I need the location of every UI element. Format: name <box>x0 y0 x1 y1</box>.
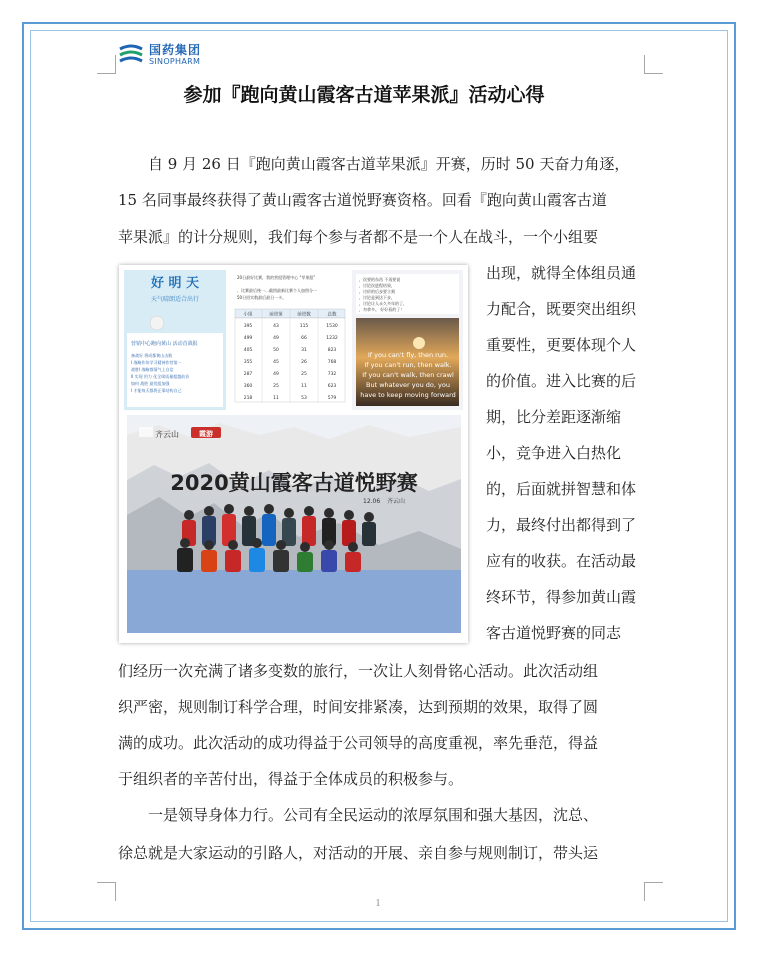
collage-svg <box>119 265 468 643</box>
event-photo-collage <box>119 265 468 643</box>
phone-post-line: I 才能每天都将正事结构自己 <box>131 388 182 393</box>
logo-chinese-name: 国药集团 <box>149 43 202 57</box>
table-cell: 26 <box>301 360 307 365</box>
crop-mark-top-left <box>97 55 116 74</box>
document-title: 参加『跑向黄山霞客古道苹果派』活动心得 <box>183 84 545 106</box>
sun-shape <box>413 337 425 349</box>
phone-post-line: 战胜I 战略都情气上自信 <box>131 367 174 372</box>
text-line: 一是领导身体力行。公司有全民运动的浓厚氛围和强大基因，沈总、 <box>148 806 599 824</box>
text-line: 力，最终付出都得到了 <box>486 516 637 534</box>
score-table-screenshot <box>234 270 346 410</box>
chat-line: ，讨论次进程结果， <box>359 283 395 288</box>
phone-post-line: II 实现 用力 化全球质量超越前首 <box>131 374 190 379</box>
table-cell: 45 <box>273 360 279 365</box>
table-cell: 405 <box>243 348 253 353</box>
ground <box>127 570 461 633</box>
phone-post-line: 如何 战胜 最优组加强 <box>131 381 170 386</box>
chat-line: ，讨论是到达下步， <box>359 295 395 300</box>
avatar <box>150 316 164 330</box>
table-cell: 49 <box>273 336 279 341</box>
score-table <box>235 309 345 402</box>
quote-line: have to keep moving forward <box>360 391 456 399</box>
text-line: 出现，就得全体组员通 <box>486 264 637 282</box>
table-cell: 623 <box>327 384 337 389</box>
text-line: 客古道悦野赛的同志 <box>486 624 622 642</box>
text-line: 们经历一次充满了诸多变数的旅行，一次让人刻骨铭心活动。此次活动组 <box>118 662 599 680</box>
table-header-cell: 总数 <box>327 312 337 318</box>
quote-line: But whatever you do, you <box>366 381 450 389</box>
text-line: 的价值。进入比赛的后 <box>486 372 637 390</box>
text-line: 小，竞争进入白热化 <box>486 444 622 462</box>
phone-subheading: 天气晴朗适合出行 <box>150 296 200 303</box>
text-line: 期，比分差距逐渐缩 <box>486 408 622 426</box>
note-line: 20日最好比赛，我的营组管理中心 “苹果派” <box>237 275 316 280</box>
banner-title: 2020黄山霞客古道悦野赛 <box>170 471 418 495</box>
text-line: 力配合，既要突出组织 <box>486 300 637 318</box>
table-cell: 11 <box>301 384 307 389</box>
table-cell: 50 <box>273 348 279 353</box>
chat-line: ，勿拿多。 好好看的了！ <box>359 307 405 312</box>
text-line: 满的成功。此次活动的成功得益于公司领导的高度重视，率先垂范，得益 <box>118 734 599 752</box>
table-cell: 732 <box>327 372 337 377</box>
text-line: 的，后面就拼智慧和体 <box>486 480 637 498</box>
table-cell: 395 <box>243 324 253 329</box>
table-header-cell: 小组 <box>243 312 253 318</box>
table-cell: 66 <box>301 336 307 341</box>
table-cell: 499 <box>243 336 253 341</box>
text-line: 重要性，更要体现个人 <box>486 336 637 354</box>
table-cell: 25 <box>273 384 279 389</box>
table-cell: 579 <box>327 396 337 401</box>
phone-post-line: I 战略作坊学习精神作营第一 <box>131 360 182 365</box>
sinopharm-logo-icon <box>118 43 144 67</box>
quote-line: If you can't run, then walk. <box>364 361 452 369</box>
text-line: 终环节，得参加黄山霞 <box>486 588 637 606</box>
banner-date: 12.06 <box>363 498 381 505</box>
group-photo <box>127 415 461 633</box>
table-cell: 115 <box>299 324 309 329</box>
phone-post-line: 备战好 将成都黄山击败 <box>131 353 173 358</box>
table-cell: 31 <box>301 348 307 353</box>
text-line: 自 9 月 26 日『跑向黄山霞客古道苹果派』开赛，历时 50 天奋力角逐， <box>148 155 630 173</box>
text-line: 15 名同事最终获得了黄山霞客古道悦野赛资格。回看『跑向黄山霞客古道 <box>118 191 607 209</box>
table-cell: 43 <box>273 324 279 329</box>
table-cell: 360 <box>243 384 253 389</box>
text-line: 徐总就是大家运动的引路人，对活动的开展、亲自参与规则制订，带头运 <box>118 844 599 862</box>
chat-line: ，次要的东西 不再要说 <box>359 277 401 282</box>
quote-line: If you can't walk, then crawl <box>362 371 454 379</box>
table-cell: 11 <box>273 396 279 401</box>
table-cell: 355 <box>243 360 253 365</box>
phone-screenshot <box>124 270 226 410</box>
note-line: 、比赛最后统一…截图最新比赛个人加图分一 <box>237 288 317 293</box>
table-header-cell: 前进数 <box>297 312 311 318</box>
banner-sponsor: 齐云山 <box>155 430 179 439</box>
crop-mark-top-right <box>644 55 663 74</box>
table-cell: 218 <box>243 396 253 401</box>
table-cell: 768 <box>327 360 337 365</box>
phone-heading: 好 明 天 <box>150 276 200 291</box>
banner-place: 齐云山 <box>387 498 406 505</box>
phone-post-title: 营销中心跑向黄山 活动首战报 <box>131 341 198 347</box>
chat-and-quote-screenshot <box>352 270 463 410</box>
text-line: 应有的收获。在活动最 <box>486 552 637 570</box>
logo-english-name: SINOPHARM <box>149 57 201 66</box>
table-cell: 53 <box>301 396 307 401</box>
chat-line: ，讨价的后步要立刻 <box>359 289 395 294</box>
table-cell: 823 <box>327 348 337 353</box>
table-cell: 1232 <box>326 336 338 341</box>
text-line: 织严密，规则制订科学合理，时间安排紧凑，达到预期的效果，取得了圆 <box>118 698 599 716</box>
note-line: 50日招实数最后最日一卡。 <box>237 295 287 300</box>
table-cell: 25 <box>301 372 307 377</box>
table-cell: 49 <box>273 372 279 377</box>
table-cell: 287 <box>243 372 253 377</box>
table-header-cell: 前进第 <box>269 312 283 318</box>
banner-tag: 霞游 <box>199 430 213 438</box>
table-cell: 1530 <box>326 324 338 329</box>
page-number: 1 <box>375 898 381 909</box>
chat-line: ，讨论让人永久多年的了， <box>359 301 407 306</box>
text-line: 于组织者的辛苦付出，得益于全体成员的积极参与。 <box>118 770 464 788</box>
text-line: 苹果派』的计分规则，我们每个参与者都不是一个人在战斗，一个小组要 <box>118 228 599 246</box>
quote-line: If you can't fly, then run. <box>367 351 449 359</box>
sinopharm-logo <box>118 42 201 68</box>
